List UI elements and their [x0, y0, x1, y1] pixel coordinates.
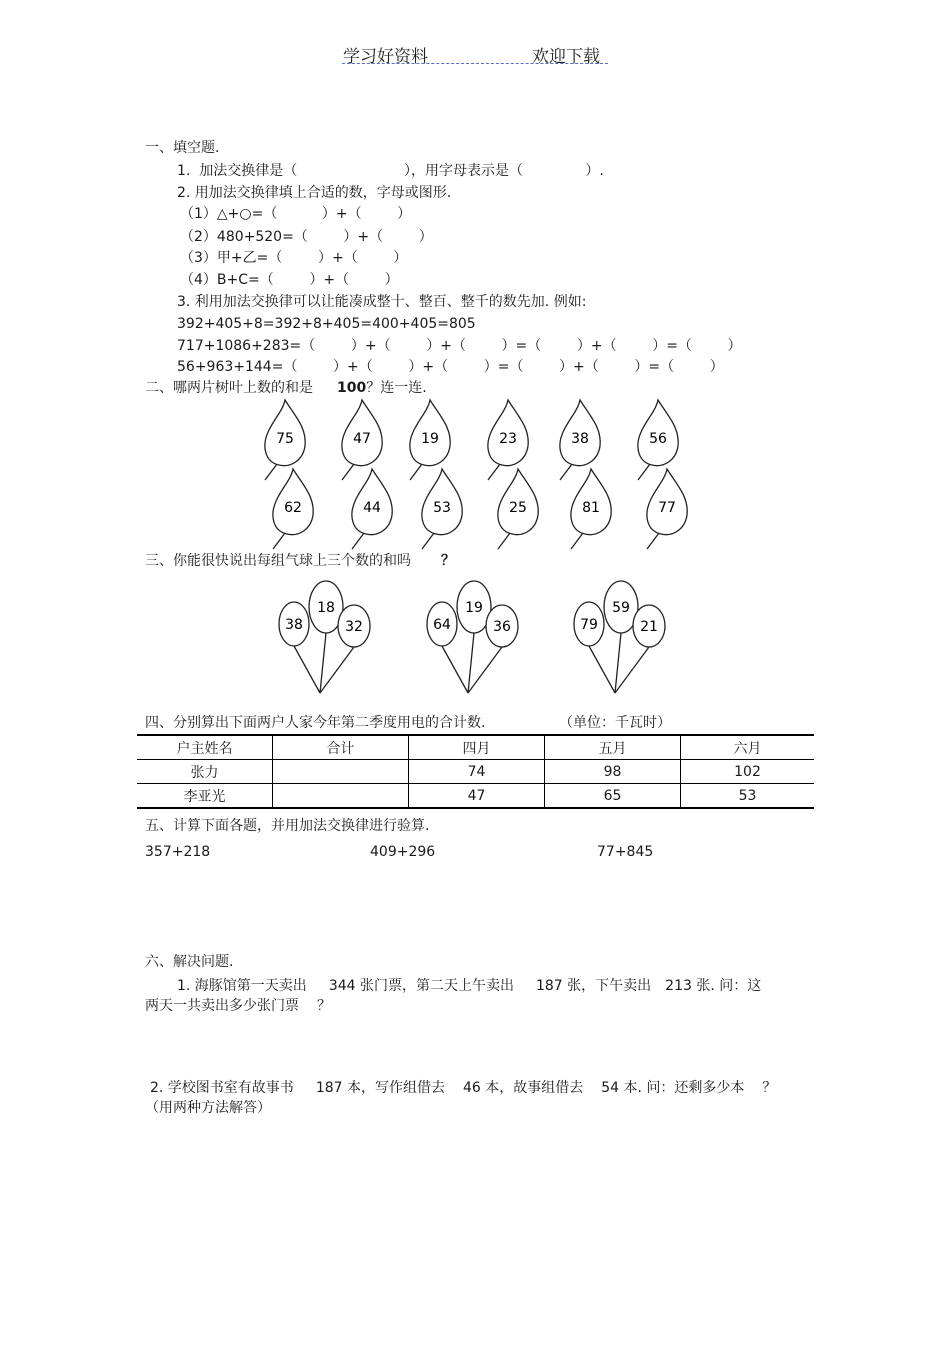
problem2-text: 54 本. 问：还剩多少本 [601, 1080, 745, 1096]
section5-title: 五、计算下面各题，并用加法交换律进行验算. [145, 818, 430, 834]
section1-q3-line: 56+963+144=（ ）+（ ）+（ ）=（ ）+（ ）=（ ） [177, 359, 724, 375]
leaf-bottom-4 [571, 469, 611, 549]
problem2-text: 46 本，故事组借去 [462, 1080, 584, 1096]
problem1-text: 1. 海豚馆第一天卖出 [177, 978, 307, 994]
section1-q2-item: （2）480+520=（ ）+（ ） [180, 229, 433, 245]
leaf-top-2 [410, 400, 450, 480]
leaf-number: 19 [421, 431, 439, 447]
calc-problem: 357+218 [145, 844, 211, 860]
problem1-text: 213 张. 问：这 [665, 978, 762, 994]
table-cell-total [273, 784, 409, 809]
balloon-string [468, 633, 474, 693]
table-cell: 张力 [137, 760, 273, 784]
leaf-top-1 [342, 400, 382, 480]
table-row [137, 760, 814, 784]
section2-title-c: ？连一连. [366, 380, 427, 396]
section1-q2-item: （3）甲+乙=（ ）+（ ） [180, 250, 408, 266]
table-header-cell: 合计 [273, 735, 409, 760]
problem2-text: ？ [762, 1080, 777, 1096]
section3-title-text: 三、你能很快说出每组气球上三个数的和吗 [145, 553, 411, 569]
section2-title-number: 100 [337, 380, 367, 396]
leaf-number: 25 [509, 500, 527, 516]
leaf-number: 81 [582, 500, 600, 516]
section4-unit: （单位：千瓦时） [559, 715, 671, 731]
leaf-bottom-1 [352, 469, 392, 549]
problem2-line1 [150, 1079, 776, 1097]
balloon-string [320, 633, 326, 693]
header-left: 学习好资料 [343, 47, 428, 67]
table-cell: 李亚光 [137, 784, 273, 809]
balloon-number: 21 [640, 619, 658, 635]
table-header-cell: 户主姓名 [137, 735, 273, 760]
balloon-string [294, 646, 320, 693]
table-row [137, 784, 814, 809]
balloon-number: 19 [465, 600, 483, 616]
balloon-string [320, 647, 354, 693]
calc-problem: 409+296 [370, 844, 436, 860]
leaf-bottom-2 [422, 469, 462, 549]
table-cell: 74 [409, 760, 545, 784]
leaf-number: 47 [353, 431, 371, 447]
problem1-text: 344 张门票，第二天上午卖出 [328, 978, 514, 994]
leaf-number: 75 [276, 431, 294, 447]
section3-title [145, 552, 455, 570]
problem2-text: 2. 学校图书室有故事书 [150, 1080, 294, 1096]
section1-q3-line: 392+405+8=392+8+405=400+405=805 [177, 316, 476, 332]
section1-q3: 3. 利用加法交换律可以让能凑成整十、整百、整千的数先加. 例如: [177, 294, 587, 310]
balloon-number: 32 [345, 619, 363, 635]
balloon-number: 18 [317, 600, 335, 616]
section1-q1: 1. 加法交换律是（ ），用字母表示是（ ）. [177, 163, 604, 179]
balloon-number: 64 [433, 617, 451, 633]
balloon-number: 36 [493, 619, 511, 635]
balloon-string [615, 633, 621, 693]
leaf-number: 53 [433, 500, 451, 516]
problem1-text: 两天一共卖出多少张门票 [145, 998, 299, 1014]
leaf-top-5 [638, 400, 678, 480]
problem1-text: 187 张，下午卖出 [535, 978, 652, 994]
balloon-number: 79 [580, 617, 598, 633]
table-cell: 65 [545, 784, 681, 809]
balloon-group-2 [427, 581, 518, 693]
problem1-text: ？ [317, 998, 331, 1014]
header-right: 欢迎下载 [532, 47, 600, 67]
leaf-bottom-5 [647, 469, 687, 549]
table-header-cell: 四月 [409, 735, 545, 760]
leaf-number: 38 [571, 431, 589, 447]
leaf-number: 44 [363, 500, 381, 516]
balloon-string [589, 646, 615, 693]
balloon-string [442, 646, 468, 693]
section3-title-question-mark: ？ [441, 553, 455, 569]
electricity-table [137, 734, 814, 809]
table-cell: 53 [681, 784, 815, 809]
problem2-text: 187 本，写作组借去 [315, 1080, 445, 1096]
problem2-line2: （用两种方法解答） [145, 1100, 271, 1116]
table-header-cell: 六月 [681, 735, 815, 760]
balloon-number: 38 [285, 617, 303, 633]
balloon-number: 59 [612, 600, 630, 616]
section1-q2: 2. 用加法交换律填上合适的数，字母或图形. [177, 185, 452, 201]
section1-title: 一、填空题. [145, 140, 220, 156]
calc-problem: 77+845 [597, 844, 654, 860]
section1-q2-item: （4）B+C=（ ）+（ ） [180, 272, 399, 288]
section6-title: 六、解决问题. [145, 954, 234, 970]
table-cell: 102 [681, 760, 815, 784]
balloon-string [468, 647, 502, 693]
table-cell: 47 [409, 784, 545, 809]
section1-q2-item: （1）△+○=（ ）+（ ） [180, 206, 412, 222]
leaf-top-3 [488, 400, 528, 480]
table-header-row [137, 735, 814, 760]
table-cell-total [273, 760, 409, 784]
leaf-bottom-3 [498, 469, 538, 549]
section4-title: 四、分别算出下面两户人家今年第二季度用电的合计数. [145, 715, 486, 731]
leaf-number: 77 [658, 500, 676, 516]
table-cell: 98 [545, 760, 681, 784]
leaf-number: 23 [499, 431, 517, 447]
leaf-bottom-0 [273, 469, 313, 549]
section2-title-a: 二、哪两片树叶上数的和是 [145, 380, 313, 396]
table-header-cell: 五月 [545, 735, 681, 760]
balloon-group-3 [574, 581, 665, 693]
balloon-string [615, 647, 649, 693]
section1-q3-line: 717+1086+283=（ ）+（ ）+（ ）=（ ）+（ ）=（ ） [177, 338, 742, 354]
problem1-line2 [145, 997, 331, 1015]
leaf-number: 62 [284, 500, 302, 516]
problem1-line1 [177, 977, 761, 995]
leaf-number: 56 [649, 431, 667, 447]
balloon-group-1 [279, 581, 370, 693]
leaf-top-0 [265, 400, 305, 480]
leaf-top-4 [560, 400, 600, 480]
